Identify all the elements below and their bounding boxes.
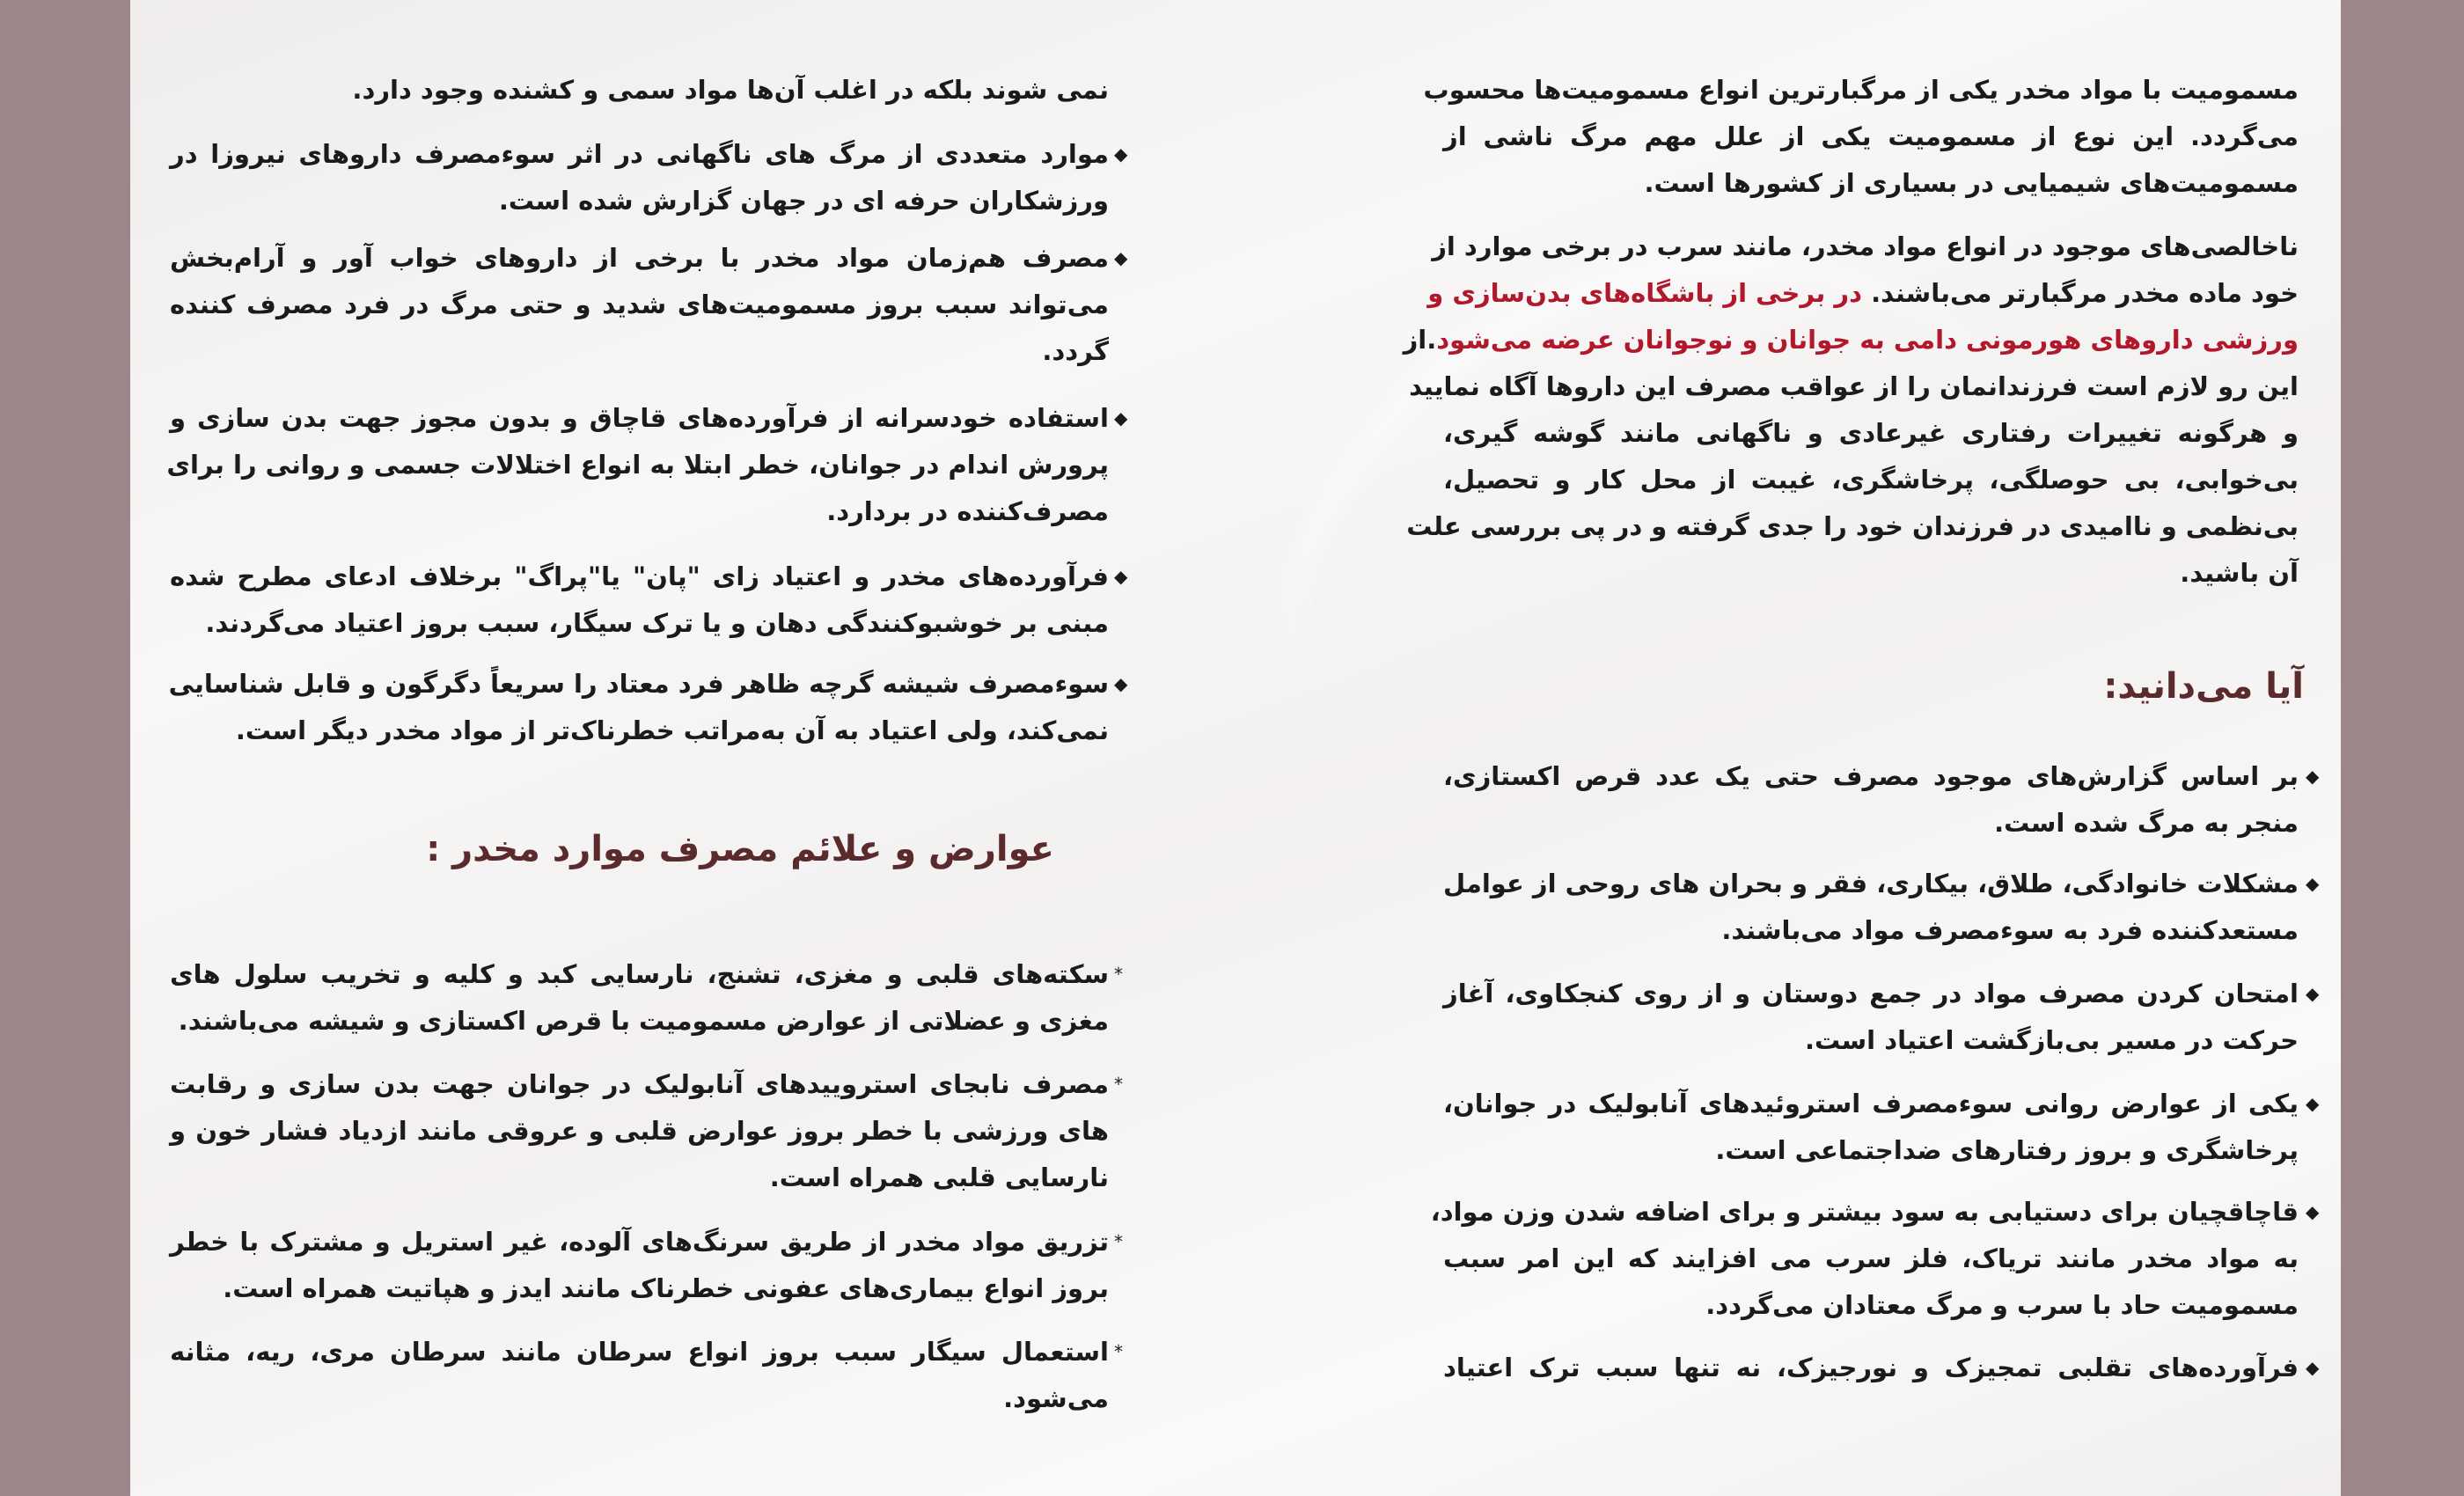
text-line: مستعدکننده فرد به سوءمصرف مواد می‌باشند. [1721,915,2299,945]
text-line: قاچاقچیان برای دستیابی به سود بیشتر و برای اضافه شدن وزن مواد، [1430,1197,2299,1227]
text-line [1403,317,2299,363]
fact-item [1443,753,2299,847]
text-line: منجر به مرگ شده است. [1994,808,2299,838]
fact-item [1443,971,2299,1064]
text-line: مبنی بر خوشبوکنندگی دهان و یا ترک سیگار، سبب بروز اعتیاد می‌گردند. [205,608,1109,638]
text-line: به مواد مخدر مانند تریاک، فلز سرب می افزایند که این امر سبب [1443,1243,2299,1273]
text-line: مشکلات خانوادگی، طلاق، بیکاری، فقر و بحران های روحی از عوامل [1443,869,2299,898]
diamond-icon: ◆ [2306,766,2320,787]
text-line: پرخاشگری و بروز رفتارهای ضداجتماعی است. [1715,1135,2299,1165]
text-line: تزریق مواد مخدر از طریق سرنگ‌های آلوده، غیر استریل و مشترک با خطر [170,1227,1109,1257]
list-item [166,395,1109,535]
text-segment: بی‌خوابی، بی حوصلگی، پرخاشگری، غیبت از محل کار و تحصیل، [1443,465,2299,495]
diamond-icon: ◆ [1114,247,1128,268]
text-line: مسمومیت حاد با سرب و مرگ معتادان می‌گردد. [1705,1290,2299,1320]
text-line: امتحان کردن مصرف مواد در جمع دوستان و از روی کنجکاوی، آغاز [1443,979,2299,1008]
text-line [1427,270,2299,317]
text-segment: آن باشید. [2180,558,2299,588]
continuation-paragraph [170,67,1109,114]
fact-item [1443,1081,2299,1174]
text-line: های ورزشی با خطر بروز عوارض قلبی و عروقی مانند ازدیاد فشار خون و [170,1116,1109,1146]
text-line: می‌گردد. این نوع از مسمومیت یکی از علل مهم مرگ ناشی از [1443,121,2299,151]
text-segment: ناخالصی‌های موجود در انواع مواد مخدر، مانند سرب در برخی موارد از [1432,231,2299,261]
text-line: استعمال سیگار سبب بروز انواع سرطان مانند سرطان مری، ریه، مثانه [170,1337,1109,1367]
text-line: مسمومیت با مواد مخدر یکی از مرگبارترین انواع مسمومیت‌ها محسوب [1423,75,2299,105]
text-line [1443,550,2299,597]
diamond-icon: ◆ [2306,873,2320,894]
warning-paragraph [1403,224,2299,597]
text-segment: و هرگونه تغییرات رفتاری غیرعادی و ناگهانی مانند گوشه گیری، [1443,418,2299,448]
symptom-item [170,951,1109,1045]
text-line: حرکت در مسیر بی‌بازگشت اعتیاد است. [1804,1025,2299,1055]
diamond-icon: ◆ [2306,1093,2320,1114]
text-line [1443,410,2299,457]
asterisk-icon: * [1114,964,1123,985]
text-line: مسمومیت‌های شیمیایی در بسیاری از کشورها است. [1644,168,2299,198]
diamond-icon: ◆ [1114,407,1128,429]
text-line: مغزی و عضلاتی از عوارض مسمومیت با قرص اکستازی و شیشه می‌باشند. [178,1006,1109,1036]
intro-paragraph [1423,67,2299,207]
list-item [170,661,1109,754]
text-line: می‌شود. [1003,1383,1109,1413]
fact-item [1443,1345,2299,1391]
text-line: سکته‌های قلبی و مغزی، تشنج، نارسایی کبد و کلیه و تخریب سلول های [170,959,1109,989]
text-segment: بی‌نظمی و ناامیدی در فرزندان خود را جدی گرفته و در پی بررسی علت [1406,511,2299,541]
text-line: مصرف نابجای استروییدهای آنابولیک در جوانان جهت بدن سازی و رقابت [170,1069,1109,1099]
diamond-icon: ◆ [2306,1357,2320,1378]
text-line [1409,363,2299,410]
asterisk-icon: * [1114,1074,1123,1095]
asterisk-icon: * [1114,1231,1123,1252]
text-line: ورزشکاران حرفه ای در جهان گزارش شده است. [498,186,1109,216]
text-line [1406,503,2299,550]
text-line [1432,224,2299,270]
text-line: نمی شوند بلکه در اغلب آن‌ها مواد سمی و کشنده وجود دارد. [352,75,1109,105]
list-item [170,554,1109,647]
section-heading-symptoms: عوارض و علائم مصرف موارد مخدر : [426,829,1054,869]
text-line: موارد متعددی از مرگ های ناگهانی در اثر سوءمصرف داروهای نیروزا در [170,139,1109,169]
text-segment: .از [1403,325,1437,355]
text-line: استفاده خودسرانه از فرآورده‌های قاچاق و بدون مجوز جهت بدن سازی و [170,403,1109,433]
diamond-icon: ◆ [1114,566,1128,587]
text-line: فرآورده‌های مخدر و اعتیاد زای "پان" یا"پراگ" برخلاف ادعای مطرح شده [170,561,1109,591]
text-line [1443,457,2299,503]
diamond-icon: ◆ [1114,143,1128,165]
highlighted-text: ورزشی داروهای هورمونی دامی به جوانان و نوجوانان عرضه می‌شود [1436,325,2299,355]
symptom-item [170,1219,1109,1312]
text-line: نمی‌کند، ولی اعتیاد به آن به‌مراتب خطرناک‌تر از مواد مخدر دیگر است. [235,715,1109,745]
highlighted-text: در برخی از باشگاه‌های بدن‌سازی و [1427,278,1862,308]
text-segment: خود ماده مخدر مرگبارتر می‌باشند. [1861,278,2299,308]
text-line: می‌تواند سبب بروز مسمومیت‌های شدید و حتی مرگ در فرد مصرف کننده [170,290,1109,319]
diamond-icon: ◆ [1114,673,1128,694]
text-line: بر اساس گزارش‌های موجود مصرف حتی یک عدد قرص اکستازی، [1443,761,2299,791]
text-line: نارسایی قلبی همراه است. [769,1162,1109,1192]
diamond-icon: ◆ [2306,983,2320,1004]
list-item [170,131,1109,224]
text-line: مصرف‌کننده در بردارد. [826,496,1109,526]
symptom-item [170,1329,1109,1422]
text-line: فرآورده‌های تقلبی تمجیزک و نورجیزک، نه تنها سبب ترک اعتیاد [1443,1353,2299,1382]
text-line: سوءمصرف شیشه گرچه ظاهر فرد معتاد را سریعاً دگرگون و قابل شناسایی [168,669,1109,699]
text-line: مصرف هم‌زمان مواد مخدر با برخی از داروهای خواب آور و آرام‌بخش [170,243,1109,273]
text-segment: این رو لازم است فرزندانمان را از عواقب مصرف این داروها آگاه نمایید [1409,371,2299,401]
text-line: پرورش اندام در جوانان، خطر ابتلا به انواع اختلالات جسمی و روانی را برای [166,450,1109,480]
diamond-icon: ◆ [2306,1201,2320,1222]
section-heading-did-you-know: آیا می‌دانید: [2103,666,2304,707]
fact-item [1430,1189,2299,1329]
symptom-item [170,1061,1109,1201]
asterisk-icon: * [1114,1341,1123,1362]
fact-item [1443,861,2299,954]
text-line: گردد. [1042,336,1109,366]
text-line: بروز انواع بیماری‌های عفونی خطرناک مانند ایدز و هپاتیت همراه است. [223,1273,1109,1303]
text-line: یکی از عوارض روانی سوءمصرف استروئیدهای آنابولیک در جوانان، [1443,1089,2299,1118]
list-item [170,235,1109,375]
